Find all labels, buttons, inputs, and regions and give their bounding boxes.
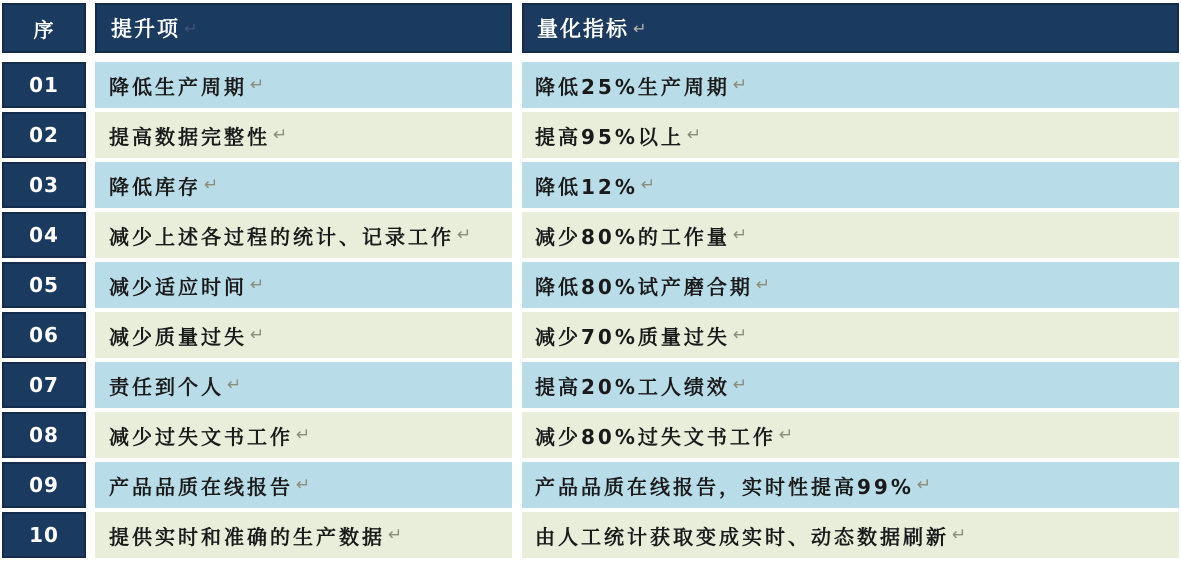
improvement-item-cell <box>95 62 512 108</box>
return-mark-icon: ↵ <box>732 225 748 245</box>
quantified-metric-cell <box>522 362 1179 408</box>
return-mark-icon: ↵ <box>388 525 403 545</box>
improvement-item-cell <box>95 312 512 358</box>
improvement-item-text: 降低库存 <box>109 174 201 199</box>
table-row <box>2 512 1179 558</box>
quantified-metric-cell <box>522 162 1179 208</box>
return-mark-icon: ↵ <box>916 475 932 495</box>
improvement-item-cell <box>95 512 512 558</box>
table-row <box>2 362 1179 408</box>
return-mark-icon: ↵ <box>952 525 967 545</box>
row-number-cell: 03 <box>2 162 86 208</box>
improvement-item-cell <box>95 162 512 208</box>
table-row <box>2 212 1179 258</box>
table-row <box>2 462 1179 508</box>
quantified-metric-text: 降低80%试产磨合期 <box>535 274 753 299</box>
return-mark-icon: ↵ <box>250 325 265 345</box>
table-row <box>2 412 1179 458</box>
return-mark-icon: ↵ <box>457 225 472 245</box>
improvement-item-text: 减少质量过失 <box>109 324 247 349</box>
quantified-metric-cell <box>522 262 1179 308</box>
return-mark-icon: ↵ <box>732 75 748 95</box>
col-header-item-label: 提升项 <box>111 17 180 41</box>
table-row <box>2 112 1179 158</box>
col-header-metric-label: 量化指标 <box>537 17 629 41</box>
improvement-item-text: 减少上述各过程的统计、记录工作 <box>109 224 454 249</box>
return-mark-icon: ↵ <box>227 375 242 395</box>
quantified-metric-text: 减少80%过失文书工作 <box>535 424 776 449</box>
table-row <box>2 262 1179 308</box>
row-number-cell: 06 <box>2 312 86 358</box>
return-mark-icon: ↵ <box>204 175 219 195</box>
improvement-item-text: 责任到个人 <box>109 374 224 399</box>
return-mark-icon: ↵ <box>633 18 647 38</box>
return-mark-icon: ↵ <box>250 275 265 295</box>
quantified-metric-text: 降低12% <box>535 174 638 199</box>
row-number-cell: 01 <box>2 62 86 108</box>
improvement-item-cell <box>95 262 512 308</box>
improvement-item-cell <box>95 362 512 408</box>
quantified-metric-text: 提高95%以上 <box>535 124 684 149</box>
return-mark-icon: ↵ <box>296 425 311 445</box>
quantified-metric-text: 降低25%生产周期 <box>535 74 730 99</box>
improvement-item-text: 降低生产周期 <box>109 74 247 99</box>
row-number-cell: 05 <box>2 262 86 308</box>
row-number-cell: 02 <box>2 112 86 158</box>
quantified-metric-text: 减少80%的工作量 <box>535 224 730 249</box>
return-mark-icon: ↵ <box>273 125 288 145</box>
improvement-item-text: 减少过失文书工作 <box>109 424 293 449</box>
row-number-cell: 07 <box>2 362 86 408</box>
quantified-metric-text: 由人工统计获取变成实时、动态数据刷新 <box>535 524 949 549</box>
return-mark-icon: ↵ <box>732 325 748 345</box>
row-number-cell: 09 <box>2 462 86 508</box>
return-mark-icon: ↵ <box>778 425 794 445</box>
table-row <box>2 62 1179 108</box>
return-mark-icon: ↵ <box>184 18 198 38</box>
return-mark-icon: ↵ <box>296 475 311 495</box>
improvement-item-cell <box>95 212 512 258</box>
col-header-metric <box>522 3 1179 53</box>
table-row <box>2 162 1179 208</box>
col-header-seq-label: 序 <box>33 17 55 42</box>
quantified-metric-cell <box>522 412 1179 458</box>
return-mark-icon: ↵ <box>640 175 656 195</box>
table-row <box>2 312 1179 358</box>
quantified-metric-cell <box>522 112 1179 158</box>
improvement-item-text: 减少适应时间 <box>109 274 247 299</box>
quantified-metric-cell <box>522 312 1179 358</box>
quantified-metric-cell <box>522 62 1179 108</box>
quantified-metric-cell <box>522 462 1179 508</box>
quantified-metric-text: 减少70%质量过失 <box>535 324 730 349</box>
improvement-item-cell <box>95 462 512 508</box>
col-header-seq <box>2 3 86 53</box>
table-header-row <box>2 3 1179 53</box>
improvement-item-text: 提供实时和准确的生产数据 <box>109 524 385 549</box>
return-mark-icon: ↵ <box>686 125 702 145</box>
improvement-item-cell <box>95 412 512 458</box>
improvement-item-text: 产品品质在线报告 <box>109 474 293 499</box>
col-header-item <box>95 3 512 53</box>
improvement-item-cell <box>95 112 512 158</box>
row-number-cell: 10 <box>2 512 86 558</box>
quantified-metric-cell <box>522 212 1179 258</box>
return-mark-icon: ↵ <box>732 375 748 395</box>
row-number-cell: 08 <box>2 412 86 458</box>
return-mark-icon: ↵ <box>250 75 265 95</box>
quantified-metric-cell <box>522 512 1179 558</box>
return-mark-icon: ↵ <box>755 275 771 295</box>
improvement-item-text: 提高数据完整性 <box>109 124 270 149</box>
row-number-cell: 04 <box>2 212 86 258</box>
quantified-metric-text: 提高20%工人绩效 <box>535 374 730 399</box>
quantified-metric-text: 产品品质在线报告，实时性提高99% <box>535 474 914 499</box>
